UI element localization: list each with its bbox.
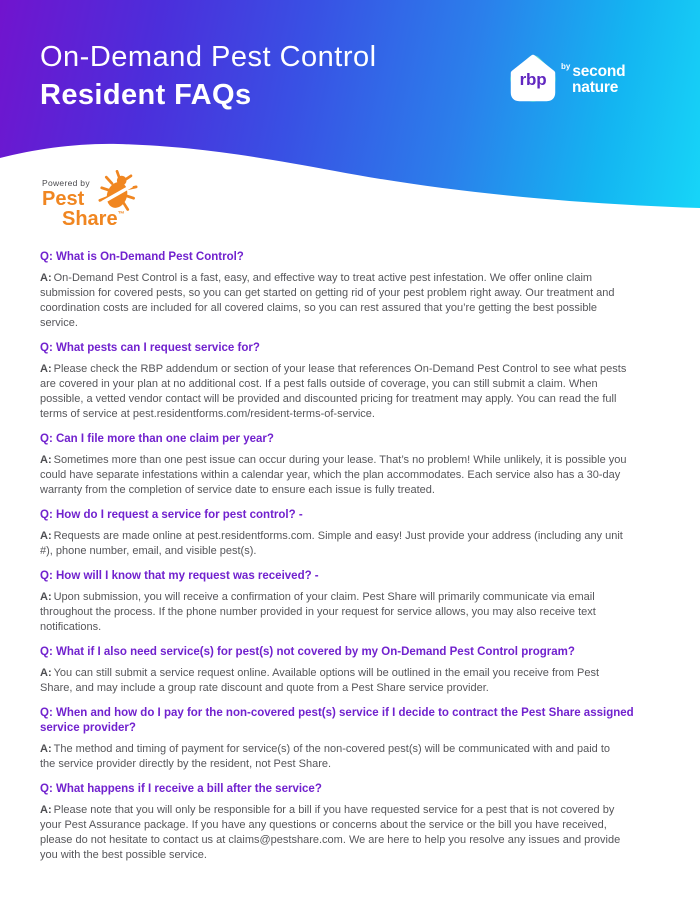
q-prefix: Q: bbox=[40, 707, 53, 719]
question-heading bbox=[40, 341, 642, 356]
answer-paragraph bbox=[40, 803, 628, 863]
faq-item bbox=[40, 341, 660, 422]
answer-paragraph bbox=[40, 362, 628, 422]
answer-text: The method and timing of payment for service(s) of the non-covered pest(s) will be communicated with and paid to the service provider directly by the resident, not Pest Share. bbox=[40, 743, 610, 770]
a-prefix: A: bbox=[40, 804, 52, 816]
faq-item bbox=[40, 706, 660, 772]
q-prefix: Q: bbox=[40, 509, 53, 521]
question-text: Can I file more than one claim per year? bbox=[55, 433, 274, 445]
question-heading bbox=[40, 645, 642, 660]
second-nature-byline bbox=[561, 62, 625, 95]
q-prefix: Q: bbox=[40, 570, 53, 582]
question-text: When and how do I pay for the non-covered pest(s) service if I decide to contract the Pest Share assigned service provider? bbox=[40, 707, 634, 734]
brand-nature: nature bbox=[572, 79, 619, 96]
a-prefix: A: bbox=[40, 530, 52, 542]
answer-text: Requests are made online at pest.residentforms.com. Simple and easy! Just provide your address (including any unit #), phone number, email, and visible pest(s). bbox=[40, 530, 623, 557]
q-prefix: Q: bbox=[40, 433, 53, 445]
question-heading bbox=[40, 508, 642, 523]
a-prefix: A: bbox=[40, 591, 52, 603]
a-prefix: A: bbox=[40, 454, 52, 466]
faq-item bbox=[40, 432, 660, 498]
q-prefix: Q: bbox=[40, 646, 53, 658]
answer-paragraph bbox=[40, 666, 628, 696]
pest-share-logo bbox=[42, 172, 162, 234]
question-heading bbox=[40, 432, 642, 447]
answer-paragraph bbox=[40, 529, 628, 559]
question-text: How do I request a service for pest control? - bbox=[55, 509, 303, 521]
pest-share-word-pest: Pest bbox=[42, 188, 85, 210]
trademark-symbol: ™ bbox=[117, 211, 125, 218]
answer-paragraph bbox=[40, 271, 628, 331]
answer-text: You can still submit a service request online. Available options will be outlined in the email you receive from Pest Share, and may include a group rate discount and quote from a Pest Share service provider. bbox=[40, 667, 600, 694]
answer-text: Sometimes more than one pest issue can occur during your lease. That’s no problem! While unlikely, it is possible you could have separate infestations within a calendar year, which the plan accommodates. Each service also has a 30-day warranty from the completion of service date to ensure each issue is fully treated. bbox=[40, 454, 627, 496]
question-text: How will I know that my request was received? - bbox=[55, 570, 319, 582]
powered-by-label: Powered by bbox=[42, 178, 90, 188]
question-heading bbox=[40, 706, 642, 736]
by-label: by bbox=[561, 62, 571, 71]
answer-text: Upon submission, you will receive a confirmation of your claim. Pest Share will primarily communicate via email throughout the process. If the phone number provided in your request for service allows, you may also receive text notifications. bbox=[40, 591, 596, 633]
question-heading bbox=[40, 782, 642, 797]
page-title: On-Demand Pest Control bbox=[40, 41, 377, 73]
faq-item bbox=[40, 645, 660, 696]
question-text: What if I also need service(s) for pest(s) not covered by my On-Demand Pest Control program? bbox=[55, 646, 575, 658]
bug-icon bbox=[98, 170, 138, 214]
faq-list bbox=[40, 250, 660, 873]
title-block bbox=[40, 38, 377, 114]
question-heading bbox=[40, 250, 642, 265]
faq-item bbox=[40, 782, 660, 863]
a-prefix: A: bbox=[40, 272, 52, 284]
question-text: What is On-Demand Pest Control? bbox=[55, 251, 244, 263]
a-prefix: A: bbox=[40, 363, 52, 375]
question-text: What happens if I receive a bill after the service? bbox=[55, 783, 322, 795]
q-prefix: Q: bbox=[40, 783, 53, 795]
q-prefix: Q: bbox=[40, 342, 53, 354]
answer-text: On-Demand Pest Control is a fast, easy, and effective way to treat active pest infestation. We offer online claim submission for covered pests, so you can get started on getting rid of your pest problem right away. Our treatment and coordination costs are included for all covered claims, so you can rest assured that you’re getting the best possible service. bbox=[40, 272, 615, 329]
answer-text: Please check the RBP addendum or section of your lease that references On-Demand Pest Control to see what pests are covered in your plan at no additional cost. If a pest falls outside of coverage, you can still submit a claim. When possible, a vetted vendor contact will be provided and discounted pricing for treatment may apply. You can read the full terms of service at pest.residentforms.com/resident-terms-of-service. bbox=[40, 363, 627, 420]
page-subtitle: Resident FAQs bbox=[40, 79, 252, 111]
answer-paragraph bbox=[40, 453, 628, 498]
question-heading bbox=[40, 569, 642, 584]
faq-item bbox=[40, 508, 660, 559]
rbp-logo bbox=[504, 50, 562, 108]
a-prefix: A: bbox=[40, 743, 52, 755]
answer-paragraph bbox=[40, 590, 628, 635]
faq-item bbox=[40, 569, 660, 635]
question-text: What pests can I request service for? bbox=[55, 342, 260, 354]
pest-share-word-share: Share™ bbox=[62, 208, 125, 230]
faq-item bbox=[40, 250, 660, 331]
answer-text: Please note that you will only be responsible for a bill if you have requested service for a pest that is not covered by your Pest Assurance package. If you have any questions or concerns about the service or the bill you have received, please do not hesitate to contact us at claims@pestshare.com. We are here to help you resolve any issues and provide you with the best possible service. bbox=[40, 804, 621, 861]
answer-paragraph bbox=[40, 742, 628, 772]
a-prefix: A: bbox=[40, 667, 52, 679]
q-prefix: Q: bbox=[40, 251, 53, 263]
rbp-logo-text: rbp bbox=[519, 70, 547, 89]
brand-second: second bbox=[572, 63, 626, 80]
